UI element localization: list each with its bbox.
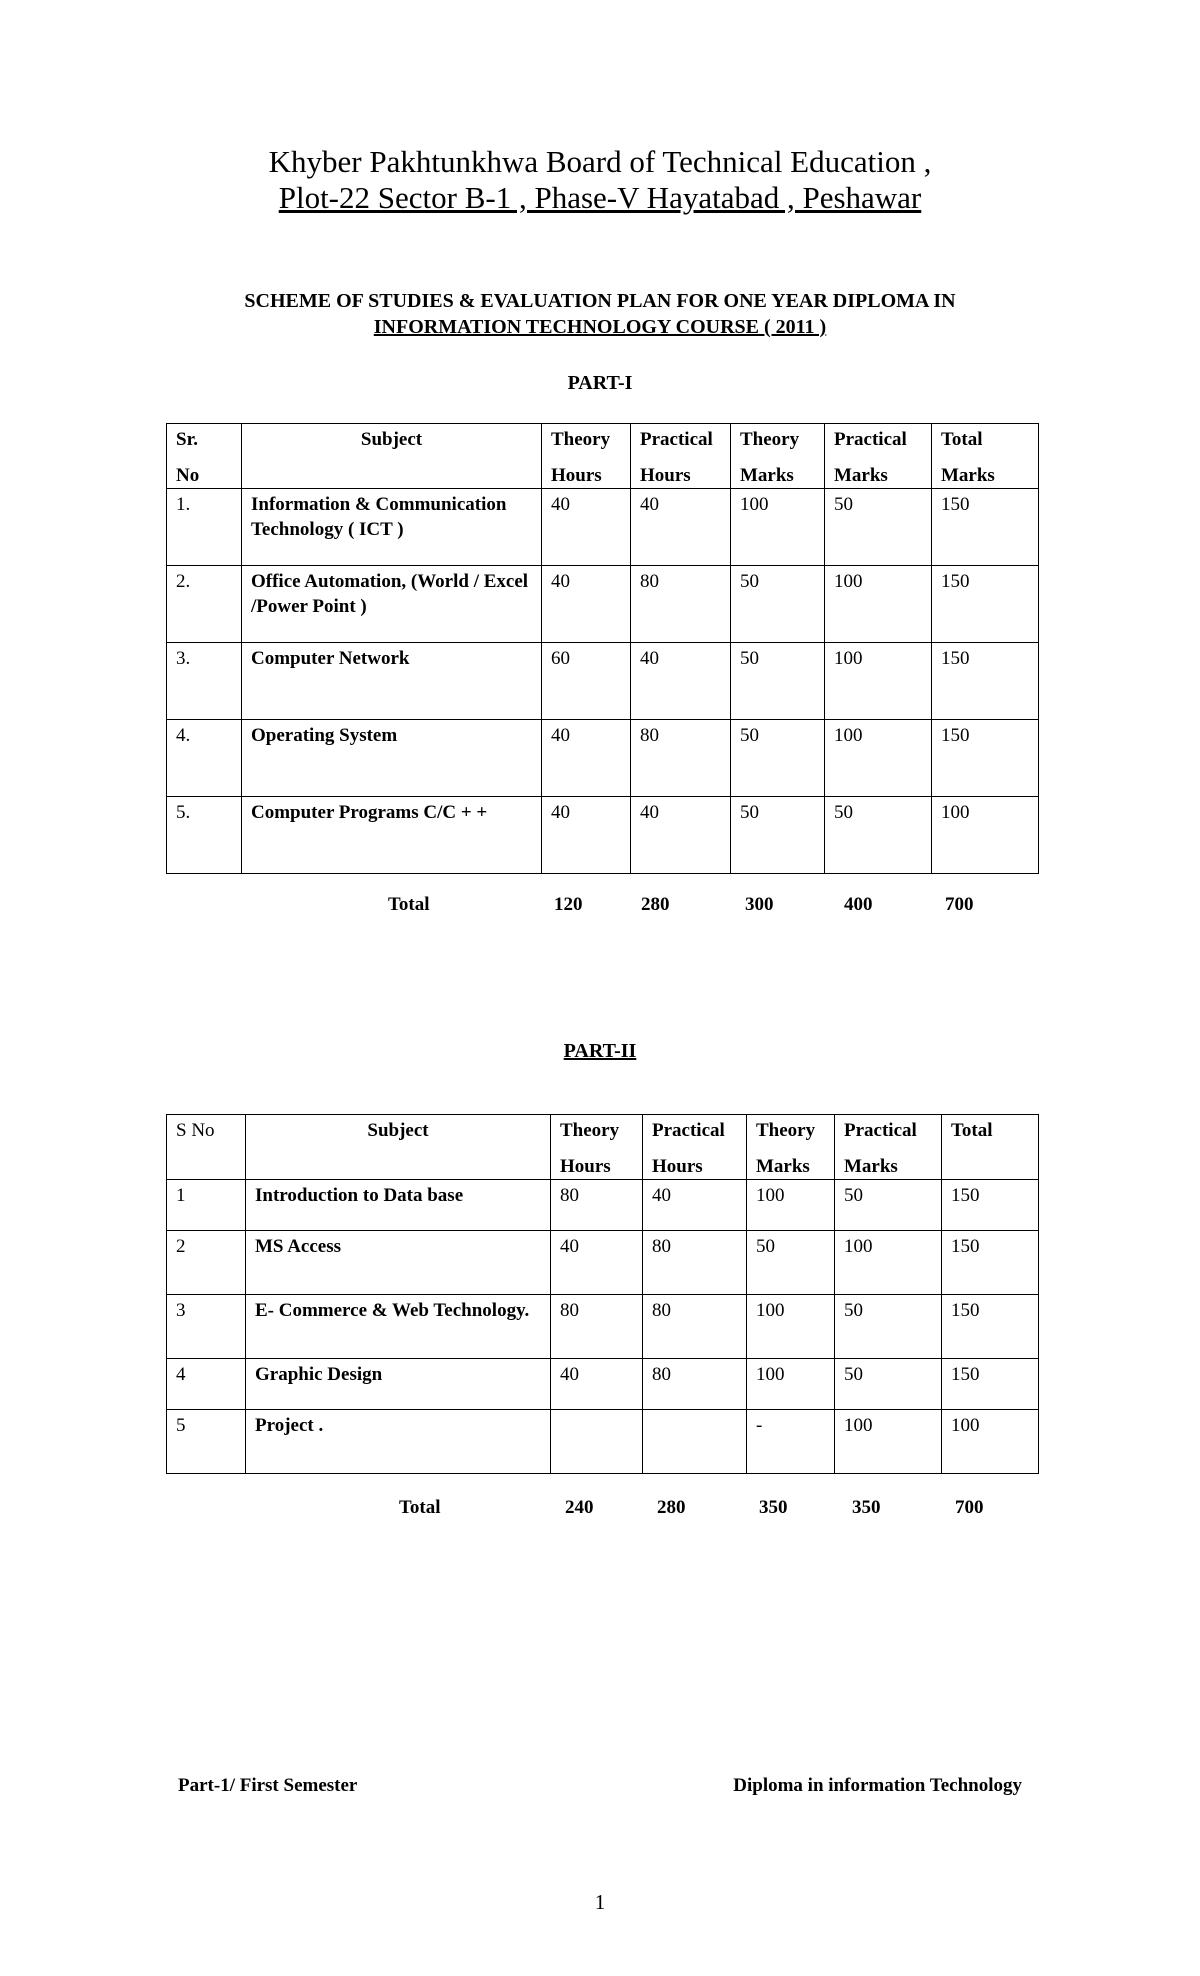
theory-marks-cell: 100: [731, 489, 825, 566]
table-row: [167, 643, 1039, 720]
practical-hours-cell: 40: [631, 797, 731, 874]
column-header: Practical Hours: [631, 424, 731, 489]
table-row: [167, 1295, 1039, 1359]
theory-hours-cell: 40: [542, 720, 631, 797]
column-header: Sr. No: [167, 424, 242, 489]
footer-course: Diploma in information Technology: [733, 1775, 1022, 1796]
table-row: [167, 566, 1039, 643]
total-practical-marks: 350: [852, 1497, 881, 1518]
total-marks: 700: [955, 1497, 984, 1518]
serial-cell: 4: [167, 1359, 246, 1410]
total-marks-cell: 150: [942, 1231, 1039, 1295]
practical-marks-cell: 50: [825, 797, 932, 874]
theory-marks-cell: 100: [747, 1295, 835, 1359]
column-header: Practical Hours: [643, 1115, 747, 1180]
total-practical-hours: 280: [657, 1497, 686, 1518]
part1-totals-row: [0, 892, 1200, 917]
board-address: Plot-22 Sector B-1 , Phase-V Hayatabad , Peshawar: [278, 180, 922, 215]
column-header: Total: [942, 1115, 1039, 1180]
totals-label: Total: [388, 894, 430, 915]
total-practical-marks: 400: [844, 894, 873, 915]
subject-cell: Office Automation, (World / Excel /Power Point ): [242, 566, 542, 643]
serial-cell: 3: [167, 1295, 246, 1359]
theory-marks-cell: 50: [731, 566, 825, 643]
theory-marks-cell: 100: [747, 1180, 835, 1231]
subject-cell: MS Access: [246, 1231, 551, 1295]
subject-cell: Graphic Design: [246, 1359, 551, 1410]
table-row: [167, 1359, 1039, 1410]
table-row: [167, 1231, 1039, 1295]
practical-hours-cell: 40: [643, 1180, 747, 1231]
board-name: Khyber Pakhtunkhwa Board of Technical Education ,: [268, 144, 932, 179]
practical-marks-cell: 50: [835, 1359, 942, 1410]
column-header: Practical Marks: [835, 1115, 942, 1180]
practical-marks-cell: 100: [825, 566, 932, 643]
serial-cell: 2: [167, 1231, 246, 1295]
theory-hours-cell: 40: [542, 566, 631, 643]
serial-cell: 2.: [167, 566, 242, 643]
theory-hours-cell: 60: [542, 643, 631, 720]
part2-totals-row: [0, 1495, 1200, 1520]
serial-cell: 1: [167, 1180, 246, 1231]
theory-hours-cell: 40: [551, 1359, 643, 1410]
column-header: Theory Marks: [747, 1115, 835, 1180]
total-practical-hours: 280: [641, 894, 670, 915]
total-marks-cell: 100: [942, 1410, 1039, 1474]
total-theory-marks: 300: [745, 894, 774, 915]
part2-title: PART-II: [563, 1040, 637, 1062]
practical-marks-cell: 100: [835, 1410, 942, 1474]
total-theory-marks: 350: [759, 1497, 788, 1518]
theory-hours-cell: 40: [551, 1231, 643, 1295]
serial-cell: 4.: [167, 720, 242, 797]
total-marks-cell: 150: [942, 1180, 1039, 1231]
column-header: Subject: [242, 424, 542, 489]
serial-cell: 3.: [167, 643, 242, 720]
totals-label: Total: [399, 1497, 441, 1518]
practical-marks-cell: 50: [835, 1180, 942, 1231]
table-header-row: [167, 424, 1039, 489]
total-marks-cell: 150: [942, 1295, 1039, 1359]
subject-cell: Computer Programs C/C + +: [242, 797, 542, 874]
subject-cell: Information & Communication Technology ( ICT ): [242, 489, 542, 566]
table-row: [167, 1180, 1039, 1231]
total-marks-cell: 150: [942, 1359, 1039, 1410]
total-theory-hours: 240: [565, 1497, 594, 1518]
table-row: [167, 1410, 1039, 1474]
total-marks-cell: 150: [932, 643, 1039, 720]
serial-cell: 5.: [167, 797, 242, 874]
table-row: [167, 489, 1039, 566]
total-marks: 700: [945, 894, 974, 915]
part2-table: [166, 1114, 1039, 1474]
table-row: [167, 720, 1039, 797]
subject-cell: Operating System: [242, 720, 542, 797]
theory-marks-cell: 50: [747, 1231, 835, 1295]
practical-marks-cell: 100: [825, 720, 932, 797]
column-header: Subject: [246, 1115, 551, 1180]
column-header: Practical Marks: [825, 424, 932, 489]
practical-hours-cell: [643, 1410, 747, 1474]
subject-cell: Introduction to Data base: [246, 1180, 551, 1231]
total-marks-cell: 150: [932, 489, 1039, 566]
practical-hours-cell: 80: [631, 566, 731, 643]
column-header: Theory Hours: [551, 1115, 643, 1180]
practical-hours-cell: 80: [643, 1359, 747, 1410]
total-theory-hours: 120: [554, 894, 583, 915]
total-marks-cell: 150: [932, 720, 1039, 797]
total-marks-cell: 150: [932, 566, 1039, 643]
practical-hours-cell: 80: [643, 1231, 747, 1295]
table-header-row: [167, 1115, 1039, 1180]
theory-hours-cell: [551, 1410, 643, 1474]
page-number: 1: [594, 1890, 606, 1914]
column-header: Theory Hours: [542, 424, 631, 489]
column-header: S No: [167, 1115, 246, 1180]
column-header: Theory Marks: [731, 424, 825, 489]
serial-cell: 5: [167, 1410, 246, 1474]
theory-hours-cell: 40: [542, 797, 631, 874]
footer-semester: Part-1/ First Semester: [178, 1775, 358, 1796]
part1-title: PART-I: [567, 372, 633, 394]
part1-table: [166, 423, 1039, 874]
practical-hours-cell: 80: [631, 720, 731, 797]
theory-hours-cell: 80: [551, 1295, 643, 1359]
practical-marks-cell: 50: [825, 489, 932, 566]
theory-marks-cell: 100: [747, 1359, 835, 1410]
theory-marks-cell: 50: [731, 797, 825, 874]
total-marks-cell: 100: [932, 797, 1039, 874]
scheme-title-line2: INFORMATION TECHNOLOGY COURSE ( 2011 ): [373, 316, 827, 338]
scheme-title-line1: SCHEME OF STUDIES & EVALUATION PLAN FOR ONE YEAR DIPLOMA IN: [244, 290, 956, 312]
practical-marks-cell: 100: [825, 643, 932, 720]
theory-hours-cell: 80: [551, 1180, 643, 1231]
serial-cell: 1.: [167, 489, 242, 566]
theory-marks-cell: 50: [731, 643, 825, 720]
subject-cell: Computer Network: [242, 643, 542, 720]
subject-cell: Project .: [246, 1410, 551, 1474]
table-row: [167, 797, 1039, 874]
theory-marks-cell: -: [747, 1410, 835, 1474]
theory-marks-cell: 50: [731, 720, 825, 797]
practical-marks-cell: 100: [835, 1231, 942, 1295]
theory-hours-cell: 40: [542, 489, 631, 566]
column-header: Total Marks: [932, 424, 1039, 489]
subject-cell: E- Commerce & Web Technology.: [246, 1295, 551, 1359]
practical-hours-cell: 40: [631, 489, 731, 566]
practical-hours-cell: 40: [631, 643, 731, 720]
practical-marks-cell: 50: [835, 1295, 942, 1359]
practical-hours-cell: 80: [643, 1295, 747, 1359]
